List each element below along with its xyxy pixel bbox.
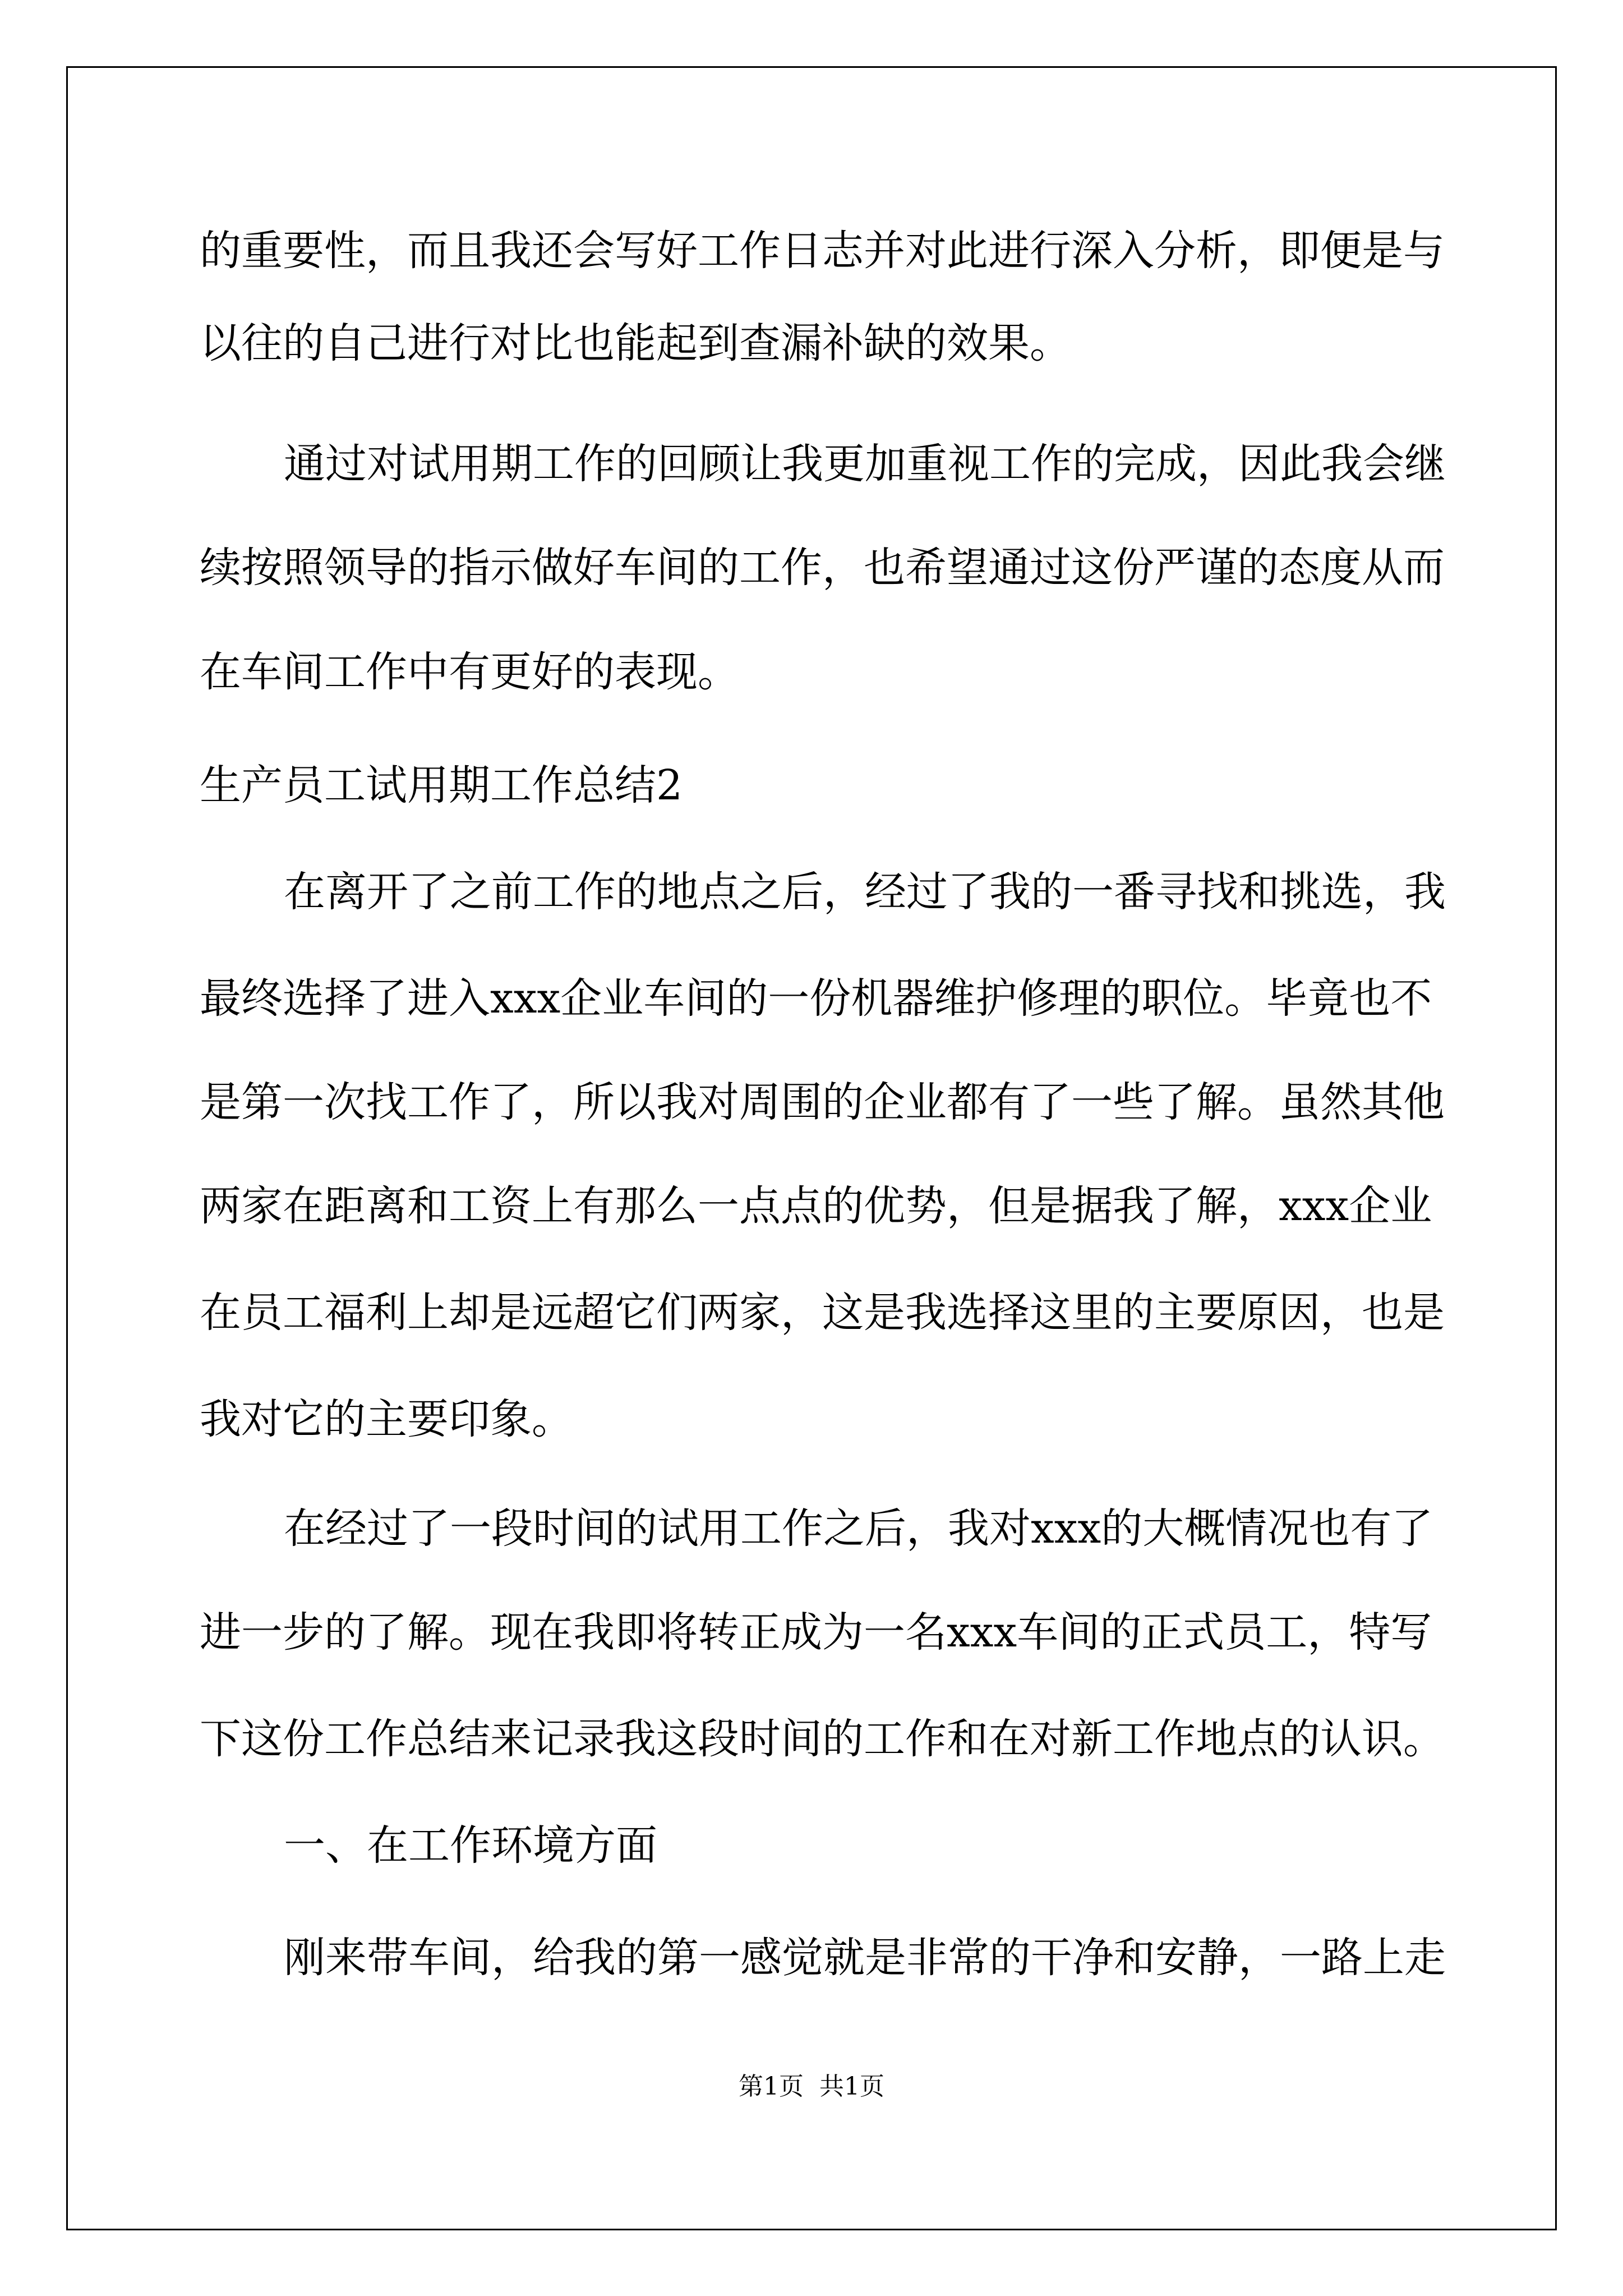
page-number: 第1页 共1页 bbox=[739, 2072, 884, 2101]
body-line-17: 刚来带车间，给我的第一感觉就是非常的干净和安静，一路上走 bbox=[284, 1934, 1446, 1982]
body-line-11: 在员工福利上却是远超它们两家，这是我选择这里的主要原因，也是 bbox=[200, 1289, 1445, 1337]
page-border bbox=[66, 66, 1557, 2230]
body-line-8: 最终选择了进入xxx企业车间的一份机器维护修理的职位。毕竟也不 bbox=[200, 974, 1432, 1023]
body-line-13: 在经过了一段时间的试用工作之后，我对xxx的大概情况也有了 bbox=[284, 1504, 1433, 1553]
body-line-4: 续按照领导的指示做好车间的工作，也希望通过这份严谨的态度从而 bbox=[200, 544, 1445, 592]
section-heading: 生产员工试用期工作总结2 bbox=[200, 761, 683, 809]
body-line-3: 通过对试用期工作的回顾让我更加重视工作的完成，因此我会继 bbox=[284, 440, 1446, 488]
body-line-2: 以往的自己进行对比也能起到查漏补缺的效果。 bbox=[200, 319, 1071, 367]
subsection-heading: 一、在工作环境方面 bbox=[284, 1821, 657, 1870]
body-line-7: 在离开了之前工作的地点之后，经过了我的一番寻找和挑选，我 bbox=[284, 868, 1446, 916]
body-line-12: 我对它的主要印象。 bbox=[200, 1395, 573, 1443]
body-line-14: 进一步的了解。现在我即将转正成为一名xxx车间的正式员工，特写 bbox=[200, 1608, 1432, 1657]
body-line-10: 两家在距离和工资上有那么一点点的优势，但是据我了解，xxx企业 bbox=[200, 1182, 1432, 1230]
body-line-15: 下这份工作总结来记录我这段时间的工作和在对新工作地点的认识。 bbox=[200, 1715, 1445, 1763]
body-line-1: 的重要性，而且我还会写好工作日志并对此进行深入分析，即便是与 bbox=[200, 227, 1445, 275]
body-line-9: 是第一次找工作了，所以我对周围的企业都有了一些了解。虽然其他 bbox=[200, 1078, 1445, 1126]
body-line-5: 在车间工作中有更好的表现。 bbox=[200, 648, 739, 696]
